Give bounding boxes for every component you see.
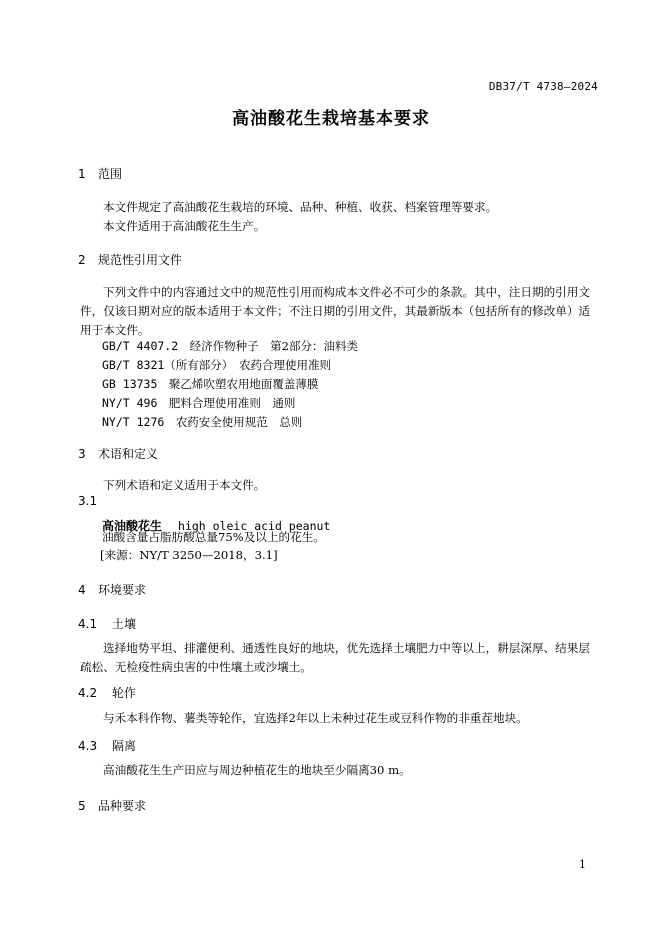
reference-item (102, 413, 302, 432)
subsection-title: 土壤 (112, 617, 137, 631)
term-source: [来源：NY/T 3250—2018，3.1] (100, 548, 278, 562)
reference-item (102, 375, 318, 394)
section-number: 5 (78, 799, 86, 813)
reference-item (102, 337, 358, 356)
subsection-4-1-heading (78, 615, 136, 632)
subsection-number: 4.1 (78, 617, 98, 631)
paragraph: 本文件规定了高油酸花生栽培的环境、品种、种植、收获、档案管理等要求。 (103, 200, 498, 214)
section-3-heading (78, 445, 158, 462)
subsection-4-3-heading (78, 737, 136, 754)
section-number: 1 (78, 167, 86, 181)
subsection-title: 隔离 (112, 739, 137, 753)
reference-code: GB/T 4407.2 (102, 339, 179, 353)
subsection-number: 4.2 (78, 686, 98, 700)
reference-name: 农药合理使用准则 (239, 358, 332, 372)
paragraph: 下列术语和定义适用于本文件。 (103, 478, 266, 492)
section-title: 环境要求 (98, 583, 147, 597)
section-number: 4 (78, 583, 86, 597)
section-number: 2 (78, 253, 86, 267)
paragraph: 本文件适用于高油酸花生生产。 (103, 219, 266, 233)
reference-item (102, 394, 295, 413)
section-title: 术语和定义 (98, 447, 159, 461)
section-title: 规范性引用文件 (98, 253, 183, 267)
subsection-title: 轮作 (112, 686, 137, 700)
document-code: DB37/T 4738—2024 (488, 80, 598, 93)
reference-name: 肥料合理使用准则 通则 (168, 396, 296, 410)
term-definition: 油酸含量占脂肪酸总量75%及以上的花生。 (102, 530, 325, 544)
reference-code: NY/T 1276 (102, 415, 165, 429)
section-title: 范围 (98, 167, 123, 181)
section-4-heading (78, 581, 146, 598)
subsection-number: 4.3 (78, 739, 98, 753)
reference-name: 聚乙烯吹塑农用地面覆盖薄膜 (168, 377, 319, 391)
term-chinese: 高油酸花生 (102, 519, 163, 533)
section-1-heading (78, 165, 122, 182)
section-title: 品种要求 (98, 799, 147, 813)
paragraph: 选择地势平坦、排灌便利、通透性良好的地块，优先选择土壤肥力中等以上，耕层深厚、结果层疏松、无检疫性病虫害的中性壤土或沙壤土。 (80, 641, 590, 674)
reference-name: 经济作物种子 第2部分：油料类 (189, 339, 358, 353)
paragraph: 与禾本科作物、薯类等轮作，宜选择2年以上未种过花生或豆科作物的非重茬地块。 (103, 711, 528, 725)
page-number: 1 (579, 858, 586, 871)
reference-code: GB 13735 (102, 377, 158, 391)
reference-code: GB/T 8321（所有部分） (102, 358, 228, 372)
reference-code: NY/T 496 (102, 396, 158, 410)
section-number: 3 (78, 447, 86, 461)
paragraph: 高油酸花生生产田应与周边种植花生的地块至少隔离30 m。 (103, 763, 411, 777)
term-english: high oleic acid peanut (178, 519, 331, 533)
document-title: 高油酸花生栽培基本要求 (232, 109, 430, 129)
reference-name: 农药安全使用规范 总则 (175, 415, 303, 429)
term-number: 3.1 (78, 494, 98, 508)
reference-item (102, 356, 331, 375)
section-5-heading (78, 797, 146, 814)
section-2-heading (78, 251, 182, 268)
paragraph: 下列文件中的内容通过文中的规范性引用而构成本文件必不可少的条款。其中，注日期的引用文件，仅该日期对应的版本适用于本文件；不注日期的引用文件，其最新版本（包括所有的修改单）适用于本文件。 (80, 285, 591, 337)
subsection-4-2-heading (78, 684, 136, 701)
